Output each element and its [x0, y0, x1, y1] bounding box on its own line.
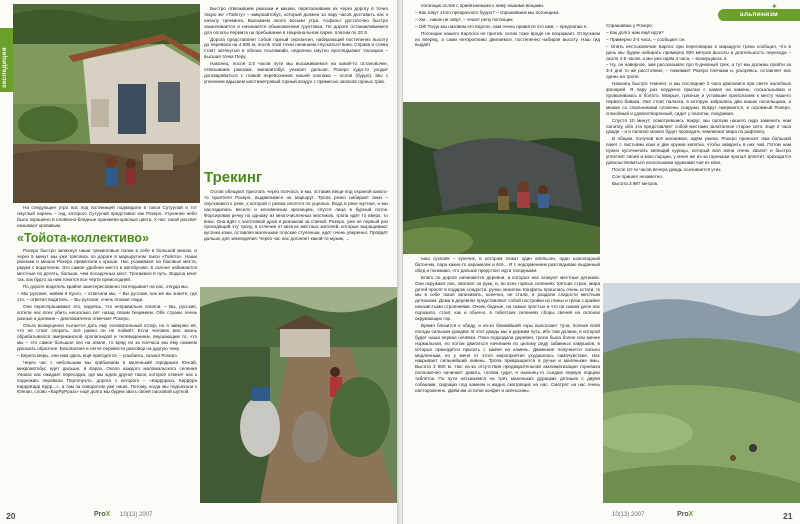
dialog-line: – Ну, он наверное, зам рассказывал про 6-дневный трек, а тут мы должны пройти за 3-4 дня то же расстояние, – пожимает Рохеро плечами и, ускоряясь, оставляет нас одних на тропе.: [606, 62, 791, 80]
body-paragraph: Спустя 10 минут, осмотревшись вокруг, мы просим нашего гида заменить нам палатку, ибо эта представляет собой местами залатанное старое сито. Ещё 2 часа дождя – и в палатке можно будет проводить чемпионат мира по рафтингу.: [606, 117, 791, 135]
donkeys-trail-illustration: [200, 287, 397, 503]
brand-right: [677, 511, 693, 518]
right-page: [403, 0, 800, 524]
brand-x: X: [105, 511, 111, 518]
section-title-toyota: «Тойота-коллективо»: [17, 230, 149, 245]
left-intro-column: [17, 205, 197, 396]
dialog-line: Спрашиваю у Рохеро:: [606, 23, 653, 28]
issue-left: 10(13) 2007: [120, 512, 153, 518]
valley-landscape-photo: [603, 283, 800, 503]
issue-right: 10(13) 2007: [612, 512, 645, 518]
brand-x: X: [688, 511, 694, 518]
dialog-line: – Хм... никак не зовут, – чешет репу погонщик.: [415, 16, 514, 22]
section-tab-right-label: альпинизм: [739, 11, 779, 18]
dialog-line: – Берега меры, они нам здесь ещё пригодятся, – улыбаясь, сказал Рохеро.: [17, 353, 178, 359]
body-paragraph: Быстро отвязываем рюкзаки и мешки, перетаскиваем их через дорогу в точно такую же «Тойоту» – микроавтобус, который должен за пару часов доставить нас к началу треккинга. Выезжаем около восьми утра. Асфальт достаточно быстро заканчивается и начинается обыкновенная грунтовка. По дороге останавливаемся для оплаты пермита на пребывание в Национальном парке, платим по 20 S.: [204, 6, 388, 35]
dialog-line: – Опять нестыковочка! Карлос при переговорах о маршруте трека сообщил, что в день мы будем набирать примерно 500 метров высоты и длительность перехода – около 4-5 часов, а мы уже идём 4 часа, – возмущаюсь я.: [606, 43, 791, 61]
dialog-line: – Ой! Тогда мы назовем его Карлос, нам очень нравится это имя, – предлагаю я.: [415, 23, 588, 29]
body-paragraph: Дорога представляет собой горный серпантин, набирающий постепенно высоту до перевала на 4 880 м, после этой точки начинаем спускаться вниз. Справа и слева стоят затянутые в облака Альпамайо, недалеко смутно проглядывает Уаскаран – высшая точка Перу.: [204, 36, 388, 60]
section-tab-left: [0, 28, 13, 92]
body-paragraph: Благо по дороге начинаются деревни, в которых нас атакуют местные детишки. Они окружают нас, хватают за руки, и, во всех горных селениях третьих стран, мира детей просят в подарок сладости, ручки, монетки. Конфеты прошлись очень кстати, тк мы в себе такое запихивать, конечно, не стали, а раздали сладости местным детишкам. Дома в деревнях представляют собой постройки из глины и грязи с крайне неказистыми строениями. Очень бедные, на самых простых и что на самом деле нас поразило, стоит, как и обычно, в тибетских селениях сборы свечей на склонах окружающих гор.: [415, 274, 601, 322]
body-paragraph: погонщик ослов с привязанными к нему нашими вещами.: [421, 3, 545, 8]
right-col1-top: [415, 3, 600, 49]
section-tab-left-label: экспедиция: [1, 47, 8, 88]
body-paragraph: Погонщик нашего Карлоса не против, ослик тоже вроде не возражает. Отпускаем их вперёд, а сами неторопливо двигаемся, постепенно набирая высоту. Наш гид выдаёт: [415, 30, 600, 48]
body-paragraph: наш сухпаёк – купечик, в котором лежат один апельсин, один шоколадный батончик, пара каких-то карамелек и всё... Я с недоумением разглядываю выданный обед и понимаю, что дальше предстоит идти голодными.: [415, 256, 600, 273]
brand-pro: Pro: [677, 511, 689, 518]
right-col1-bottom: [415, 256, 600, 395]
donkeys-trail-photo: [200, 287, 397, 503]
body-paragraph: После 10-ти часов вечера дождь осачивается утих.: [612, 166, 722, 172]
children-rock-illustration: [403, 102, 600, 254]
dialog-line: – Примерно 3-4 часа, – сообщает он.: [606, 36, 686, 42]
page-number-left: 20: [6, 511, 16, 521]
left-page: [0, 0, 398, 524]
section-title-trekking: Трекинг: [204, 169, 263, 186]
intro-paragraph: На следующее утро нас под гостиницей поджидали в такси Сутуулай и тот смуглый парень – гид, которого Сутуулай представил как Рохеро. Утреннее небо было окрашено в оловянно-бледные оранжево-красные цвета. У нас такой рассвет называют кровавым.: [17, 205, 197, 228]
body-paragraph: Они переспрашивают его, надеясь, что неправильно поняли. – Вы, русские, хотели нас всех убить несколько лет назад своим безумием. Обе страны очень разные и далекие – дипломатично отмечает Рохеро.: [17, 303, 197, 321]
body-paragraph: Время близится к обеду, и из-за ближайшей горы выползает туча, полная всей погоды сильным дождём. В этот дождь мы и держим путь, ибо там долина, в которой будет наша первая ночёвка. Пока подходила деревня, тропа была более или менее нормальная, но потом двигаться начинаем по целому ряду забавных камушков, в которых приходится прыгать с камня на камень. Движение получается сильно медленным, но у меня от этого мероприятия ухудшилось самочувствие. Нас накрывает сильнейший ливень. Тропа превращается в ручьи и маленькие ямы. Высота 3 800 м. Нас из-за отсутствия предварительной акклиматизации горняшка полномочно начинает давить, голова гудит, я наконец-то съедаю первую порцию таблеток. По пути натыкаемся на трёх маленьких дурацких детишек с двумя собаками, сидящих под камнем и жадно смотрящих на нас. Смотрят на нас очень настороженно. Даём им остатки конфет и апельсины.: [415, 322, 600, 393]
body-paragraph: Наконец быстро темнеет, и мы последние 3 часа двигаемся при свете налобных фонарей. Я пару раз неудачно прыгаю с камня на камень, соскальзываю и проваливаюсь в болото. Мокрые, грязные и уставшие приползаем к месту нашего первого бивака. Уже стоит палатка, в которую забрались два наших носильщика, а мешки со спальниками сложены снаружи. Вокруг смеркается, и огромный Рохеро, спокойный и удовлетворенный, сидит у палатки, покуривая.: [606, 81, 791, 116]
brand-left: [94, 511, 110, 518]
children-rock-photo: [403, 102, 600, 254]
body-paragraph: В общем, получив всё желаемое, ждём ужина. Рохеро приносит нам большой пакет с листьями коки и две кружки кипятка, чтобы заварить в них чай. Потом нам нужно кусочничать кипящий курицы, который моя жена очень хвалит и быстро уплетает своей и мою порции, у меня же из-за горняшки пропал аппетит, приходится довольствоваться несколькими кружками чая из коки.: [606, 136, 791, 165]
ornament-icon: ✦: [771, 2, 778, 11]
dialog-line: – Мы русские, живем в Куско, – ответили мы. – Вы русские, как же вы знаете, где это, – ответил водитель. – Вы русские, очень плохие люди.: [17, 290, 197, 302]
dialog-line: – Как зовут этого прекрасного бурро? – спрашиваем мы погонщика.: [415, 9, 560, 15]
village-house-photo: [13, 4, 200, 203]
valley-landscape-illustration: [603, 283, 800, 503]
body-paragraph: Сон пришёл незаметно.: [612, 173, 664, 179]
body-paragraph: Через час с небольшим мы прибываем в маленький городишко Юнгай, микроавтобус едет дальше, в Караз. Около каждого маломальского селения Уанкас нас ожидает пересадка, где мы ждем другое такси, которое отвезет нас к подножию перевала Портачуэло, дорога с которого – «Карррразз, Карррра КарррКарр Кррр...», а там за поворотом уже наше. Потому, когда мы подъехали к Юнгаю, слово «КарРрРразз» ещё долго мы будем звать своей ласковой шуткой.: [17, 359, 197, 395]
right-col2: [606, 9, 791, 188]
left-right-column-bottom: [204, 168, 388, 243]
brand-pro: Pro: [94, 511, 106, 518]
page-number-right: 21: [783, 511, 793, 521]
dialog-line: – Как долго нам ещё идти?: [606, 29, 664, 35]
body-paragraph: Ослов обещают прислать через полчаса, и мы, оставив вещи под охраной какого-то приятеля Рохеро, выдвигаемся на маршрут. Тропа резко набирает вниз – опускаемся к реке, к которой с ревом несётся по ущелью. Вода в реке мутная, и мы насладились весело и мгновенным зрелищем, спустя лица в бурный поток. Форсировав речку по одному из многочисленных мостиков, тропа идёт то вверх, то вниз. Она идёт с заготовкой дров и рюкзаком за спиной. Рохеро, уже не первый раз проходящий эту тропу, в отличие от многих местных жителей, которые выращивают кусочки кожи, оставляя маленькие плоские ступеньки, идёт очень уверенно. Пройдёт дальше для земледелия. Через час нас догоняет какой-то мужик, ...: [204, 189, 388, 242]
body-paragraph: По дороге водитель крайне заинтересованно поглядывает на нас, откуда мы.: [23, 284, 189, 290]
body-paragraph: Высота 3 987 метров.: [612, 180, 659, 186]
left-right-column-top: [204, 6, 388, 86]
body-paragraph: Наконец, после 2,5 часов пути мы высаживаемся на какой-то остановочке, отвязываем рюкзаки, миниавтобус уезжает дальше. Рохеро куда-то уходит договариваться с главой перевозчиков нашей поклажи – ослов (бурро). Мы с упоением вдыхаем шестиметровый горный воздух с примесью запахов горных трав.: [204, 61, 388, 84]
body-paragraph: Рохеро быстро запихнул наши трекинговые палки в себе в большой мешок, и через 5 минут мы уже тряслись по дороге в маршрутном такси «Тойота». Наши рюкзаки и мешок Рохеро примотали к крыше. Нас усаживают на боковые места, рядом с водителем. Это самое удобное место в автобусике: в салоне набиваются местные по десять, больше, чем посадочных мест. Трогаемся в путь. Водила мчит так, как будто за ним гонится все черти преисподней.: [17, 247, 197, 283]
body-paragraph: Ольга возмущенно пытается дать ему основательный отпор, но я заверяю её, что не стоит спорить, всё равно он не поймёт. Если человек всю жизнь обрабатывался американской пропагандой и телевидением, внушающим то, что мы – это самое большое зло на земле, то вряд ли за полчаса мы ему сможем доказать обратное. Безопаснее и легче перевести разговор на другую тему.: [17, 322, 197, 352]
village-house-illustration: [13, 4, 200, 203]
